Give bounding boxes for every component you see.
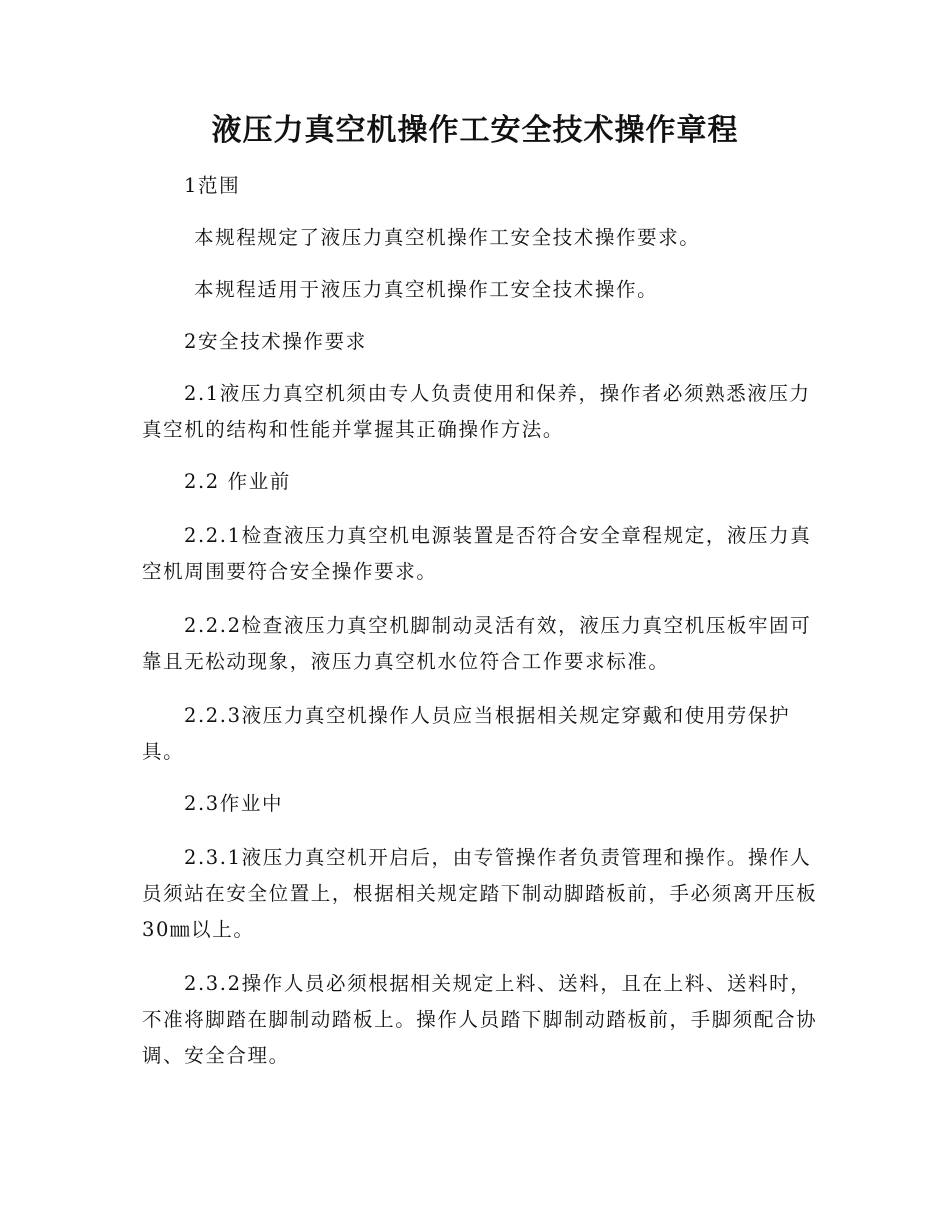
- paragraph-scope-definition: 本规程规定了液压力真空机操作工安全技术操作要求。: [194, 226, 701, 249]
- paragraph-scope-applicability: 本规程适用于液压力真空机操作工安全技术操作。: [194, 278, 659, 301]
- paragraph-2-2-2: 2.2.2检查液压力真空机脚制动灵活有效，液压力真空机压板牢固可靠且无松动现象，液压力真空机水位符合工作要求标准。: [142, 614, 812, 673]
- subsection-heading-before-work: 2.2 作业前: [184, 470, 291, 493]
- subsection-heading-during-work: 2.3作业中: [184, 792, 284, 815]
- section-heading-scope: 1范围: [184, 174, 241, 197]
- section-heading-requirements: 2安全技术操作要求: [184, 330, 367, 353]
- paragraph-2-3-1: 2.3.1液压力真空机开启后，由专管操作者负责管理和操作。操作人员须站在安全位置上，根据相关规定踏下制动脚踏板前，手必须离开压板30㎜以上。: [142, 846, 818, 941]
- paragraph-2-3-2: 2.3.2操作人员必须根据相关规定上料、送料，且在上料、送料时，不准将脚踏在脚制动踏板上。操作人员踏下脚制动踏板前，手脚须配合协调、安全合理。: [142, 972, 818, 1067]
- paragraph-2-2-1: 2.2.1检查液压力真空机电源装置是否符合安全章程规定，液压力真空机周围要符合安全操作要求。: [142, 524, 812, 583]
- paragraph-2-2-3: 2.2.3液压力真空机操作人员应当根据相关规定穿戴和使用劳保护具。: [142, 704, 791, 763]
- paragraph-2-1: 2.1液压力真空机须由专人负责使用和保养，操作者必须熟悉液压力真空机的结构和性能并掌握其正确操作方法。: [142, 382, 811, 441]
- document-title: 液压力真空机操作工安全技术操作章程: [211, 113, 739, 148]
